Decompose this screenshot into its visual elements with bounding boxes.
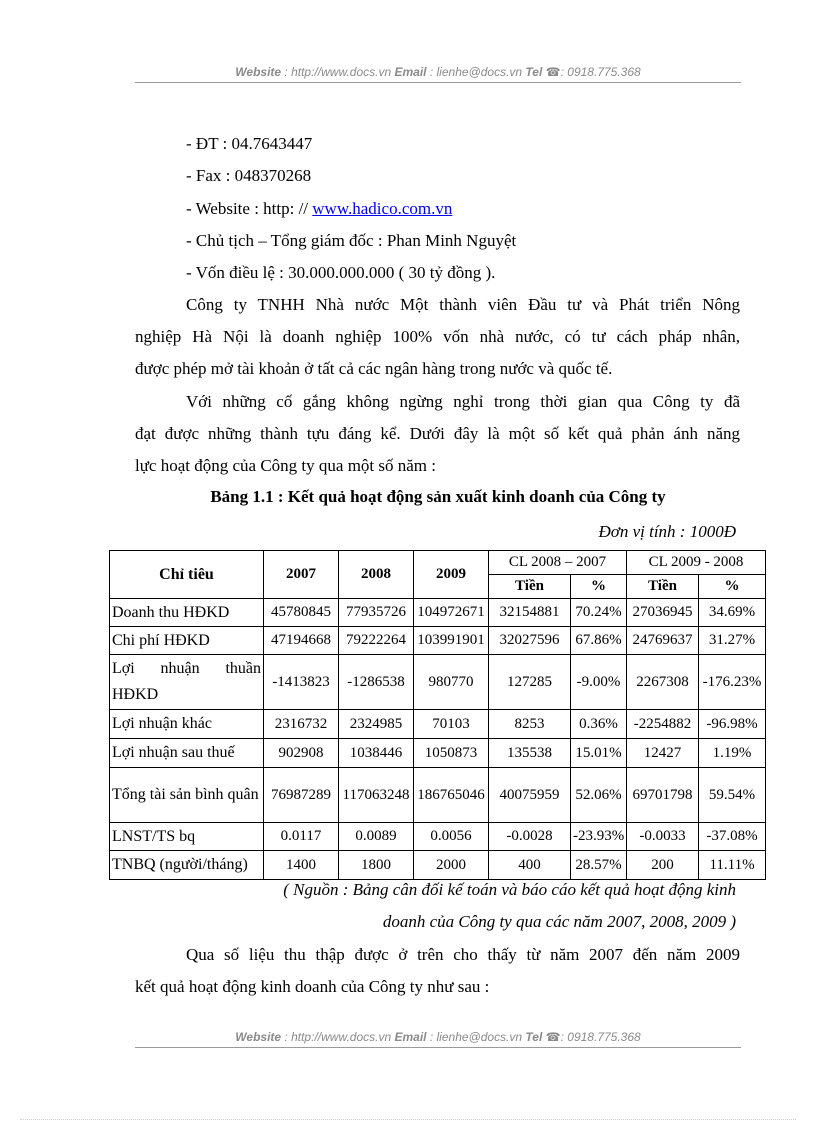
header-email-label: Email: [394, 65, 427, 79]
cell-pct-2: 34.69%: [699, 599, 766, 627]
row-label: Lợi nhuận khác: [110, 710, 264, 739]
para1-line2: nghiệp Hà Nội là doanh nghiệp 100% vốn nhà nước, có tư cách pháp nhân,: [135, 327, 740, 346]
header-email-value: : lienhe@docs.vn: [429, 65, 523, 79]
subheader-percent-2: %: [699, 575, 766, 599]
cell-diff-2: 200: [627, 851, 699, 880]
table-source-line1: ( Nguồn : Bảng cân đối kế toán và báo cáo kết quả hoạt động kinh: [283, 880, 736, 899]
cell-pct-1: 67.86%: [571, 627, 627, 655]
cell-diff-1: 32154881: [489, 599, 571, 627]
contact-capital: - Vốn điều lệ : 30.000.000.000 ( 30 tỷ đồng ).: [186, 263, 496, 282]
cell-2008: 1038446: [339, 739, 414, 768]
table-caption: Bảng 1.1 : Kết quả hoạt động sản xuất kinh doanh của Công ty: [210, 487, 666, 506]
table-row: [110, 710, 766, 739]
cell-2007: -1413823: [264, 655, 339, 710]
cell-2007: 1400: [264, 851, 339, 880]
table-row: [110, 823, 766, 851]
table-header-row: [110, 551, 766, 575]
footer-tel-value: ☎: 0918.775.368: [545, 1030, 641, 1044]
para2-line2: đạt được những thành tựu đáng kể. Dưới đây là một số kết quả phản ánh năng: [135, 424, 740, 443]
subheader-amount-1: Tiền: [489, 575, 571, 599]
table-row: [110, 599, 766, 627]
cell-pct-2: 11.11%: [699, 851, 766, 880]
cell-diff-2: 69701798: [627, 768, 699, 823]
header-cl-2008-2007: CL 2008 – 2007: [489, 551, 627, 575]
cell-2008: 79222264: [339, 627, 414, 655]
cell-diff-1: 32027596: [489, 627, 571, 655]
header-2009: 2009: [414, 551, 489, 599]
para1-line1: Công ty TNHH Nhà nước Một thành viên Đầu tư và Phát triển Nông: [186, 295, 740, 314]
row-label: Lợi nhuận thuần HĐKD: [110, 655, 264, 710]
page-header: [135, 65, 741, 79]
cell-2008: -1286538: [339, 655, 414, 710]
para3-line1: Qua số liệu thu thập được ở trên cho thấy từ năm 2007 đến năm 2009: [186, 945, 740, 964]
cell-pct-2: -96.98%: [699, 710, 766, 739]
cell-2008: 1800: [339, 851, 414, 880]
cell-2007: 45780845: [264, 599, 339, 627]
row-label: LNST/TS bq: [110, 823, 264, 851]
cell-2009: 0.0056: [414, 823, 489, 851]
cell-pct-2: 31.27%: [699, 627, 766, 655]
page-bottom-edge: [20, 1119, 796, 1120]
cell-2008: 77935726: [339, 599, 414, 627]
cell-2009: 2000: [414, 851, 489, 880]
footer-email-value: : lienhe@docs.vn: [429, 1030, 523, 1044]
cell-2007: 0.0117: [264, 823, 339, 851]
table-row: [110, 739, 766, 768]
cell-diff-2: 27036945: [627, 599, 699, 627]
footer-website-label: Website: [235, 1030, 282, 1044]
cell-diff-2: 2267308: [627, 655, 699, 710]
footer-email-label: Email: [394, 1030, 427, 1044]
table-source-line2: doanh của Công ty qua các năm 2007, 2008, 2009 ): [382, 912, 736, 931]
cell-pct-2: -176.23%: [699, 655, 766, 710]
header-tel-label: Tel: [525, 65, 543, 79]
cell-diff-1: 400: [489, 851, 571, 880]
header-cl-2009-2008: CL 2009 - 2008: [627, 551, 766, 575]
subheader-percent-1: %: [571, 575, 627, 599]
cell-2007: 76987289: [264, 768, 339, 823]
cell-2008: 117063248: [339, 768, 414, 823]
cell-diff-2: -2254882: [627, 710, 699, 739]
row-label: Lợi nhuận sau thuế: [110, 739, 264, 768]
header-tel-value: ☎: 0918.775.368: [545, 65, 641, 79]
results-table: [109, 550, 766, 880]
row-label: Tổng tài sản bình quân: [110, 768, 264, 823]
cell-2007: 2316732: [264, 710, 339, 739]
footer-website-value: : http://www.docs.vn: [284, 1030, 392, 1044]
cell-pct-1: -9.00%: [571, 655, 627, 710]
contact-website: [186, 199, 452, 219]
header-2008: 2008: [339, 551, 414, 599]
cell-pct-2: 59.54%: [699, 768, 766, 823]
cell-diff-1: -0.0028: [489, 823, 571, 851]
company-website-link[interactable]: www.hadico.com.vn: [312, 199, 453, 218]
cell-diff-1: 40075959: [489, 768, 571, 823]
para2-line1: Với những cố gắng không ngừng nghỉ trong thời gian qua Công ty đã: [186, 392, 740, 411]
cell-pct-2: -37.08%: [699, 823, 766, 851]
footer-divider: [135, 1047, 741, 1048]
contact-phone: - ĐT : 04.7643447: [186, 134, 313, 153]
cell-2008: 2324985: [339, 710, 414, 739]
cell-diff-1: 127285: [489, 655, 571, 710]
header-website-value: : http://www.docs.vn: [284, 65, 392, 79]
cell-diff-1: 8253: [489, 710, 571, 739]
contact-website-prefix: - Website : http: //: [186, 199, 309, 218]
cell-2009: 103991901: [414, 627, 489, 655]
cell-pct-1: 0.36%: [571, 710, 627, 739]
cell-diff-2: -0.0033: [627, 823, 699, 851]
cell-pct-1: 28.57%: [571, 851, 627, 880]
cell-2009: 70103: [414, 710, 489, 739]
cell-pct-1: 52.06%: [571, 768, 627, 823]
header-website-label: Website: [235, 65, 282, 79]
cell-pct-1: -23.93%: [571, 823, 627, 851]
table-unit: Đơn vị tính : 1000Đ: [598, 522, 736, 541]
cell-2008: 0.0089: [339, 823, 414, 851]
page-footer: [135, 1030, 741, 1044]
cell-2007: 902908: [264, 739, 339, 768]
table-row: [110, 768, 766, 823]
header-indicator: Chỉ tiêu: [110, 551, 264, 599]
cell-diff-2: 12427: [627, 739, 699, 768]
row-label: TNBQ (người/tháng): [110, 851, 264, 880]
row-label: Chi phí HĐKD: [110, 627, 264, 655]
cell-pct-2: 1.19%: [699, 739, 766, 768]
contact-chairman: - Chủ tịch – Tổng giám đốc : Phan Minh Nguyệt: [186, 231, 517, 250]
cell-2009: 104972671: [414, 599, 489, 627]
table-row: [110, 627, 766, 655]
cell-pct-1: 70.24%: [571, 599, 627, 627]
cell-2009: 980770: [414, 655, 489, 710]
contact-fax: - Fax : 048370268: [186, 166, 312, 185]
table-row: [110, 851, 766, 880]
para2-line3: lực hoạt động của Công ty qua một số năm :: [135, 456, 437, 475]
cell-2009: 1050873: [414, 739, 489, 768]
cell-pct-1: 15.01%: [571, 739, 627, 768]
row-label: Doanh thu HĐKD: [110, 599, 264, 627]
cell-2007: 47194668: [264, 627, 339, 655]
para3-line2: kết quả hoạt động kinh doanh của Công ty như sau :: [135, 977, 490, 996]
cell-diff-1: 135538: [489, 739, 571, 768]
para1-line3: được phép mở tài khoản ở tất cả các ngân hàng trong nước và quốc tế.: [135, 359, 613, 378]
subheader-amount-2: Tiền: [627, 575, 699, 599]
table-row: [110, 655, 766, 710]
header-2007: 2007: [264, 551, 339, 599]
footer-tel-label: Tel: [525, 1030, 543, 1044]
header-divider: [135, 82, 741, 83]
cell-2009: 186765046: [414, 768, 489, 823]
cell-diff-2: 24769637: [627, 627, 699, 655]
